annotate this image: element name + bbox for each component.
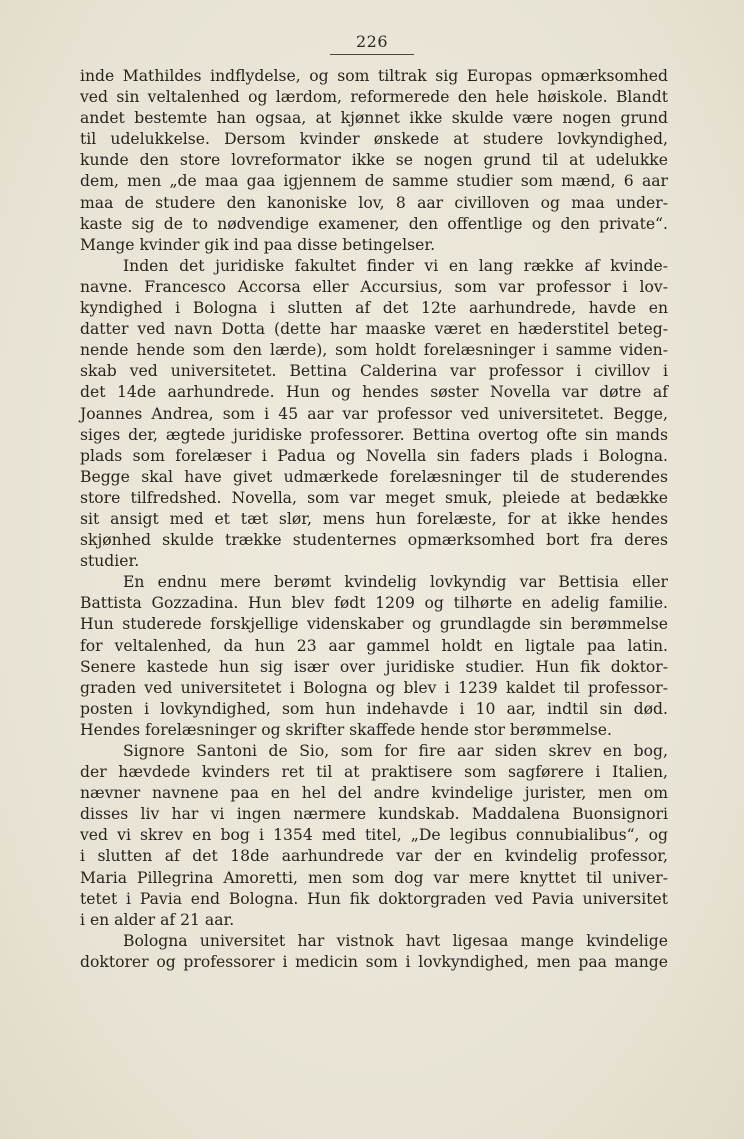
text-line: for veltalenhed, da hun 23 aar gammel holdt en ligtale paa latin. <box>80 636 668 655</box>
text-line: tetet i Pavia end Bologna. Hun fik doktorgraden ved Pavia universitet <box>80 889 668 908</box>
text-line: Inden det juridiske fakultet finder vi en lang række af kvinde- <box>123 256 668 275</box>
text-line: Joannes Andrea, som i 45 aar var professor ved universitetet. Begge, <box>80 404 668 423</box>
text-line: ved vi skrev en bog i 1354 med titel, „De legibus connubialibus“, og <box>80 826 668 845</box>
text-line: Begge skal have givet udmærkede forelæsninger til de studerendes <box>80 467 668 486</box>
text-line: skab ved universitetet. Bettina Calderina var professor i civillov i <box>80 362 668 381</box>
text-line: Maria Pillegrina Amoretti, men som dog var mere knyttet til univer- <box>80 868 668 887</box>
text-line: ved sin veltalenhed og lærdom, reformerede den hele høiskole. Blandt <box>80 88 668 107</box>
text-line: Battista Gozzadina. Hun blev født 1209 og tilhørte en adelig familie. <box>80 594 668 613</box>
text-line: kunde den store lovreformator ikke se nogen grund til at udelukke <box>80 151 668 170</box>
text-line: Senere kastede hun sig især over juridiske studier. Hun fik doktor- <box>80 657 668 676</box>
text-line: dem, men „de maa gaa igjennem de samme studier som mænd, 6 aar <box>80 172 668 191</box>
text-line: Hun studerede forskjellige videnskaber og grundlagde sin berømmelse <box>80 615 668 634</box>
text-line: store tilfredshed. Novella, som var meget smuk, pleiede at bedække <box>80 488 668 507</box>
text-line: plads som forelæser i Padua og Novella sin faders plads i Bologna. <box>80 446 668 465</box>
text-line: navne. Francesco Accorsa eller Accursius, som var professor i lov- <box>80 277 668 296</box>
page-number: 226 <box>355 32 389 51</box>
text-line: Signore Santoni de Sio, som for fire aar siden skrev en bog, <box>123 742 668 760</box>
text-line: i en alder af 21 aar. <box>80 910 235 929</box>
text-line: graden ved universitetet i Bologna og blev i 1239 kaldet til professor- <box>80 678 668 697</box>
text-line: maa de studere den kanoniske lov, 8 aar civilloven og maa under- <box>80 193 668 212</box>
text-line: siges der, ægtede juridiske professorer. Bettina overtog ofte sin mands <box>80 425 668 444</box>
text-line: Mange kvinder gik ind paa disse betingelser. <box>80 235 436 254</box>
text-line: der hævdede kvinders ret til at praktisere som sagførere i Italien, <box>80 763 668 782</box>
text-line: disses liv har vi ingen nærmere kundskab. Maddalena Buonsignori <box>80 805 668 824</box>
text-line: Bologna universitet har vistnok havt ligesaa mange kvindelige <box>123 931 668 950</box>
text-line: det 14de aarhundrede. Hun og hendes søster Novella var døtre af <box>80 383 668 402</box>
text-line: andet bestemte han ogsaa, at kjønnet ikke skulde være nogen grund <box>80 109 668 128</box>
text-line: datter ved navn Dotta (dette har maaske været en hæderstitel beteg- <box>80 320 668 339</box>
text-line: kaste sig de to nødvendige examener, den offentlige og den private“. <box>80 214 668 233</box>
text-line: studier. <box>80 552 140 571</box>
text-line: Hendes forelæsninger og skrifter skaffede hende stor berømmelse. <box>80 720 612 739</box>
text-line: inde Mathildes indflydelse, og som tiltrak sig Europas opmærksomhed <box>80 67 668 85</box>
text-line: sit ansigt med et tæt slør, mens hun forelæste, for at ikke hendes <box>80 509 668 528</box>
text-line: til udelukkelse. Dersom kvinder ønskede at studere lovkyndighed, <box>80 130 668 149</box>
header-rule <box>330 54 414 55</box>
text-line: nævner navnene paa en hel del andre kvindelige jurister, men om <box>80 784 668 803</box>
text-line: nende hende som den lærde), som holdt forelæsninger i samme viden- <box>80 341 668 360</box>
text-line: posten i lovkyndighed, som hun indehavde i 10 aar, indtil sin død. <box>80 699 668 718</box>
text-line: En endnu mere berømt kvindelig lovkyndig var Bettisia eller <box>123 573 668 592</box>
text-line: doktorer og professorer i medicin som i lovkyndighed, men paa mange <box>80 952 668 971</box>
text-line: i slutten af det 18de aarhundrede var der en kvindelig professor, <box>80 847 668 866</box>
body-text <box>80 66 668 973</box>
text-line: skjønhed skulde trække studenternes opmærksomhed bort fra deres <box>80 531 668 550</box>
text-line: kyndighed i Bologna i slutten af det 12te aarhundrede, havde en <box>80 299 668 318</box>
